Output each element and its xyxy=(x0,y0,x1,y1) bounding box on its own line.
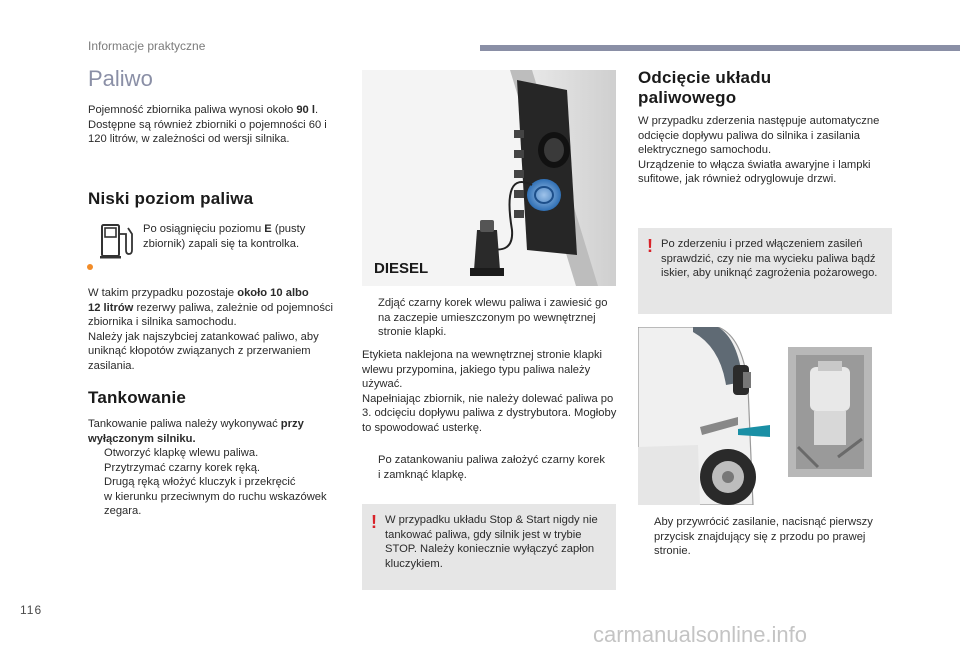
text-line: zasilania. xyxy=(88,359,135,372)
low-fuel-lamp-text xyxy=(143,222,305,251)
text-line: Drugą ręką włożyć kluczyk i przekręcić xyxy=(104,476,296,489)
text-line: odcięcie dopływu paliwa do silnika i zasilania xyxy=(638,129,861,142)
text-line: tankować paliwa, gdy silnik jest w trybie xyxy=(385,528,582,541)
diesel-label: DIESEL xyxy=(374,260,429,277)
fuel-heading: Paliwo xyxy=(88,66,153,91)
page-number: 116 xyxy=(20,603,43,617)
restore-power-step xyxy=(638,515,873,559)
cutoff-heading xyxy=(638,68,771,108)
text-line: sufitowe, jak również odryglowuje drzwi. xyxy=(638,173,837,186)
text-line: Odcięcie układu xyxy=(638,68,772,87)
text-line: W przypadku zderzenia następuje automatyczne xyxy=(638,115,880,127)
text-line: Tankowanie paliwa należy wykonywać przy xyxy=(88,418,304,430)
text-line: Po zderzeniu i przed włączeniem zasileń xyxy=(661,238,863,250)
warning-icon: ! xyxy=(371,512,377,532)
section-title: Informacje praktyczne xyxy=(88,39,206,53)
text-line: kluczykiem. xyxy=(385,557,443,570)
remove-cap-step xyxy=(362,296,607,340)
header-bar xyxy=(480,45,960,51)
stop-start-warning xyxy=(362,504,616,590)
text-line: Po zatankowaniu paliwa założyć czarny korek xyxy=(378,454,605,466)
post-collision-warning-text xyxy=(661,237,877,281)
refit-cap-step xyxy=(362,453,605,482)
text-line: Otworzyć klapkę wlewu paliwa. xyxy=(104,447,259,459)
text-line: Przytrzymać czarny korek ręką. xyxy=(104,461,261,474)
text-line: używać. xyxy=(362,378,403,391)
text-line: STOP. Należy koniecznie wyłączyć zapłon xyxy=(385,543,595,556)
text-line: stronie. xyxy=(654,545,691,558)
list-item xyxy=(88,461,327,476)
text-line: W przypadku układu Stop & Start nigdy nie xyxy=(385,514,598,526)
text-line: iskier, aby uniknąć zagrożenia pożarowego. xyxy=(661,267,878,280)
text-line: wyłączonym silniku. xyxy=(88,432,196,445)
fuel-intro-text xyxy=(88,103,327,147)
fuel-warning-lamp-icon xyxy=(100,222,134,260)
text-line: Dostępne są również zbiorniki o pojemności 60 i xyxy=(88,118,327,131)
text-line: Pojemność zbiornika paliwa wynosi około 90 l. xyxy=(88,104,319,116)
text-line: 120 litrów, w zależności od wersji silnika. xyxy=(88,133,290,146)
text-line: Aby przywrócić zasilanie, nacisnąć pierwszy xyxy=(654,516,873,528)
text-line: to spowodować usterkę. xyxy=(362,421,483,434)
refuel-steps-list xyxy=(88,446,327,519)
orange-indicator-dot xyxy=(87,264,93,270)
list-item xyxy=(88,446,327,461)
text-line: paliwowego xyxy=(638,88,737,107)
text-line: Po osiągnięciu poziomu E (pusty xyxy=(143,223,306,235)
text-line: 3. odcięciu dopływu paliwa z dystrybutora. Mogłoby xyxy=(362,407,617,420)
low-fuel-body-text xyxy=(88,286,333,374)
text-line: Należy jak najszybciej zatankować paliwo, aby xyxy=(88,330,319,343)
text-line: Etykieta naklejona na wewnętrznej stronie klapki xyxy=(362,349,603,361)
warning-icon: ! xyxy=(647,236,653,256)
text-line: elektrycznego samochodu. xyxy=(638,144,772,157)
cutoff-body-text xyxy=(638,114,879,187)
stop-start-warning-text xyxy=(385,513,598,571)
list-item xyxy=(362,296,607,340)
list-item xyxy=(88,475,327,519)
text-line: w kierunku przeciwnym do ruchu wskazówek xyxy=(104,490,327,503)
refuel-heading: Tankowanie xyxy=(88,388,187,407)
van-reset-switch-image xyxy=(638,327,892,505)
text-line: przycisk znajdujący się z przodu po prawej xyxy=(654,530,866,543)
text-line: zbiornik) zapali się ta kontrolka. xyxy=(143,237,300,250)
list-item xyxy=(362,453,605,482)
text-line: Urządzenie to włącza światła awaryjne i lampki xyxy=(638,158,871,171)
fuel-flap-image xyxy=(362,70,616,286)
text-line: na zaczepie umieszczonym po wewnętrznej xyxy=(378,311,596,324)
list-item xyxy=(638,515,873,559)
refuel-intro-text xyxy=(88,417,304,446)
text-line: Zdjąć czarny korek wlewu paliwa i zawiesić go xyxy=(378,297,608,309)
text-line: i zamknąć klapkę. xyxy=(378,468,467,481)
text-line: stronie klapki. xyxy=(378,326,447,339)
text-line: 12 litrów rezerwy paliwa, zależnie od pojemności xyxy=(88,301,333,314)
text-line: uniknąć kłopotów związanych z przerwaniem xyxy=(88,345,311,358)
text-line: W takim przypadku pozostaje około 10 albo xyxy=(88,287,309,299)
text-line: Napełniając zbiornik, nie należy dolewać paliwa po xyxy=(362,392,614,405)
fuel-label-text xyxy=(362,348,616,436)
low-fuel-heading: Niski poziom paliwa xyxy=(88,189,254,208)
post-collision-warning xyxy=(638,228,892,314)
text-line: zegara. xyxy=(104,505,142,518)
text-line: sprawdzić, czy nie ma wycieku paliwa bądź xyxy=(661,252,876,265)
watermark: carmanualsonline.info xyxy=(593,622,808,647)
text-line: zbiornika i silnika samochodu. xyxy=(88,316,237,329)
text-line: wlewu przypomina, jakiego typu paliwa należy xyxy=(362,363,591,376)
